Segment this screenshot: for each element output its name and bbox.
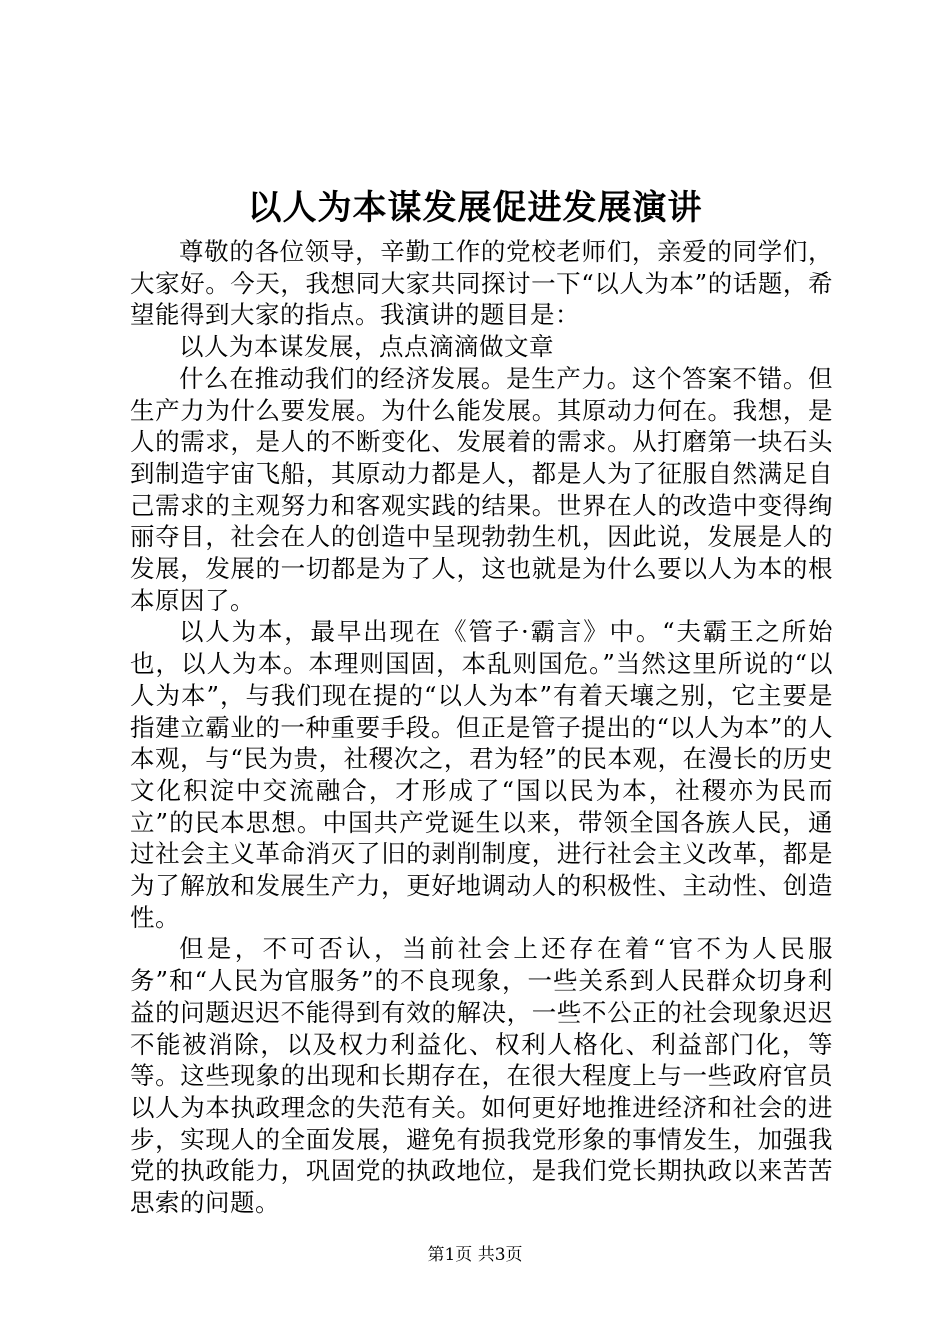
document-title: 以人为本谋发展促进发展演讲 [247, 188, 703, 228]
paragraph-greeting: 尊敬的各位领导，辛勤工作的党校老师们，亲爱的同学们，大家好。今天，我想同大家共同探讨一下“以人为本”的话题，希望能得到大家的指点。我演讲的题目是： [130, 237, 833, 330]
paragraph-guanzi: 以人为本，最早出现在《管子·霸言》中。“夫霸王之所始也，以人为本。本理则国固，本乱则国危。”当然这里所说的“以人为本”，与我们现在提的“以人为本”有着天壤之别，它主要是指建立霸业的一种重要手段。但正是管子提出的“以人为本”的人本观，与“民为贵，社稷次之，君为轻”的民本观，在漫长的历史文化积淀中交流融合，才形成了“国以民为本，社稷亦为民而立”的民本思想。中国共产党诞生以来，带领全国各族人民，通过社会主义革命消灭了旧的剥削制度，进行社会主义改革，都是为了解放和发展生产力，更好地调动人的积极性、主动性、创造性。 [130, 617, 833, 932]
page-number-footer: 第1页 共3页 [427, 1245, 523, 1265]
paragraph-problems: 但是，不可否认，当前社会上还存在着“官不为人民服务”和“人民为官服务”的不良现象，一些关系到人民群众切身利益的问题迟迟不能得到有效的解决，一些不公正的社会现象迟迟不能被消除，以及权力利益化、权利人格化、利益部门化，等等。这些现象的出现和长期存在，在很大程度上与一些政府官员以人为本执政理念的失范有关。如何更好地推进经济和社会的进步，实现人的全面发展，避免有损我党形象的事情发生，加强我党的执政能力，巩固党的执政地位，是我们党长期执政以来苦苦思索的问题。 [130, 934, 833, 1218]
speech-subtitle: 以人为本谋发展，点点滴滴做文章 [179, 332, 554, 362]
paragraph-productivity: 什么在推动我们的经济发展。是生产力。这个答案不错。但生产力为什么要发展。为什么能发展。其原动力何在。我想，是人的需求，是人的不断变化、发展着的需求。从打磨第一块石头到制造宇宙飞船，其原动力都是人，都是人为了征服自然满足自己需求的主观努力和客观实践的结果。世界在人的改造中变得绚丽夺目，社会在人的创造中呈现勃勃生机，因此说，发展是人的发展，发展的一切都是为了人，这也就是为什么要以人为本的根本原因了。 [130, 363, 833, 615]
document-body [130, 236, 833, 1219]
